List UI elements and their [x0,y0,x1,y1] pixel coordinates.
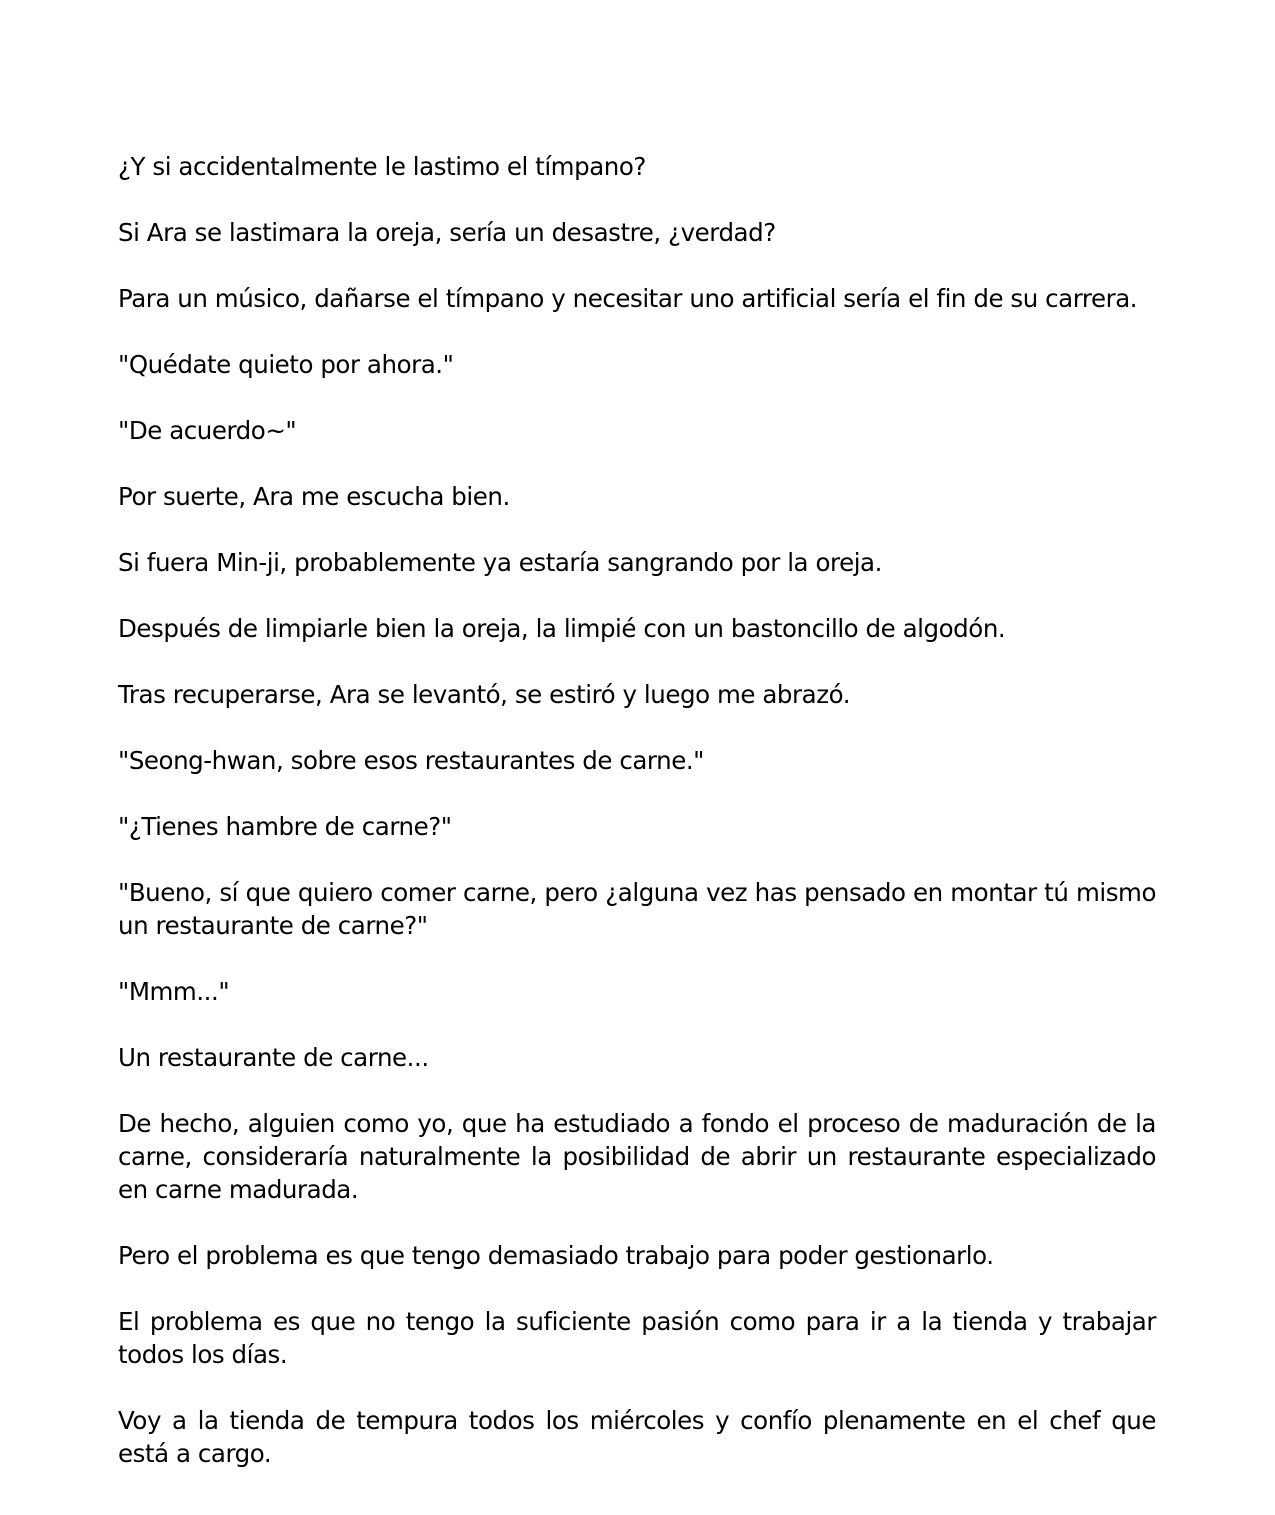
paragraph-9: Tras recuperarse, Ara se levantó, se estiró y luego me abrazó. [118,680,851,709]
paragraph-5: "De acuerdo~" [118,416,297,445]
paragraph-12: "Bueno, sí que quiero comer carne, pero ¿alguna vez has pensado en montar tú mismo un restaurante de carne?" [118,878,1156,940]
paragraph-1: ¿Y si accidentalmente le lastimo el tímpano? [118,152,646,181]
paragraph-3: Para un músico, dañarse el tímpano y necesitar uno artificial sería el fin de su carrera. [118,284,1138,313]
paragraph-13: "Mmm..." [118,977,230,1006]
document-page [118,150,1156,1503]
paragraph-7: Si fuera Min-ji, probablemente ya estaría sangrando por la oreja. [118,548,882,577]
paragraph-14: Un restaurante de carne... [118,1043,429,1072]
paragraph-2: Si Ara se lastimara la oreja, sería un desastre, ¿verdad? [118,218,776,247]
paragraph-4: "Quédate quieto por ahora." [118,350,454,379]
paragraph-18: Voy a la tienda de tempura todos los miércoles y confío plenamente en el chef que está a cargo. [118,1406,1156,1468]
paragraph-6: Por suerte, Ara me escucha bien. [118,482,510,511]
paragraph-10: "Seong-hwan, sobre esos restaurantes de carne." [118,746,704,775]
paragraph-17: El problema es que no tengo la suficiente pasión como para ir a la tienda y trabajar todos los días. [118,1307,1156,1369]
paragraph-8: Después de limpiarle bien la oreja, la limpié con un bastoncillo de algodón. [118,614,1006,643]
paragraph-11: "¿Tienes hambre de carne?" [118,812,452,841]
paragraph-16: Pero el problema es que tengo demasiado trabajo para poder gestionarlo. [118,1241,994,1270]
paragraph-15: De hecho, alguien como yo, que ha estudiado a fondo el proceso de maduración de la carne, consideraría naturalmente la posibilidad de abrir un restaurante especializado en carne madurada. [118,1109,1156,1204]
